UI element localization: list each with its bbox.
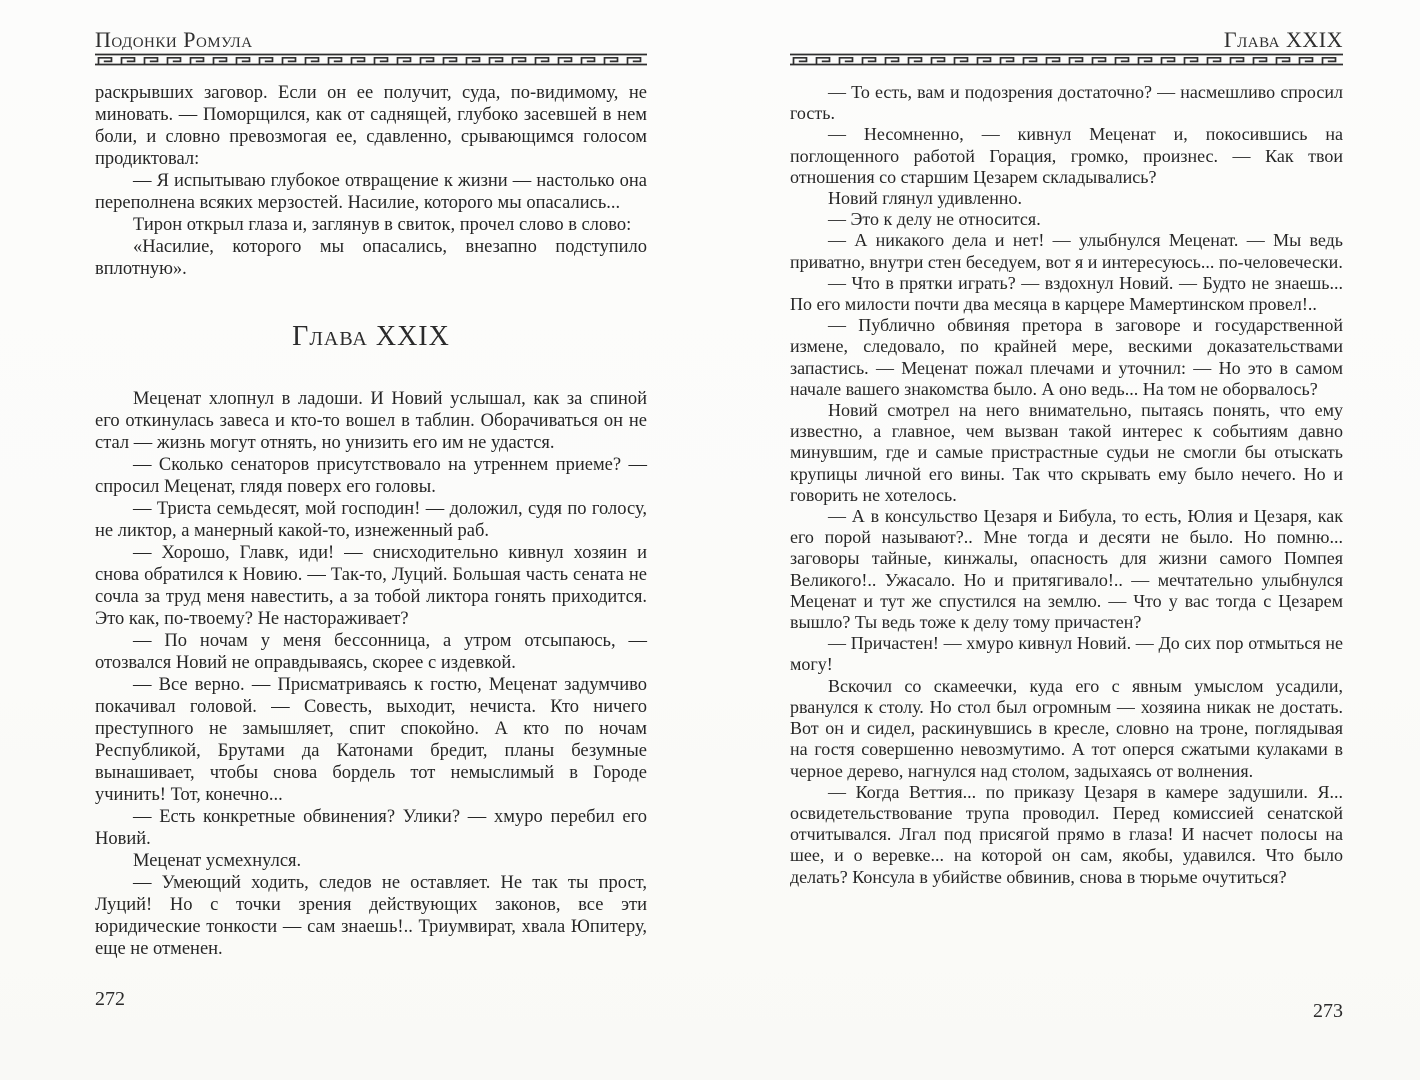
paragraph: Новий смотрел на него внимательно, пытаясь понять, что ему известно, а главное, чем вызван такой интерес к событиям давно минувшим, где и самые пристрастные судьи не смогли бы отыскать крупицы личной его вины. Так что скрывать ему было нечего. Но и говорить не хотелось.	[790, 400, 1343, 505]
paragraph: — Публично обвиняя претора в заговоре и государственной измене, следовало, по крайней мере, вескими доказательствами запастись. — Меценат пожал плечами и уточнил: — Но это в самом начале вашего знакомства было. А оно ведь... На том не оборвалось?	[790, 315, 1343, 399]
paragraph: «Насилие, которого мы опасались, внезапно подступило вплотную».	[95, 237, 647, 279]
paragraph: Вскочил со скамеечки, куда его с явным умыслом усадили, рванулся к столу. Но стол был огромным — хозяина никак не достать. Вот он и сидел, раскинувшись в кресле, словно на троне, поглядывая на гостя совершенно невозмутимо. А тот оперся сжатыми кулаками в черное дерево, нагнулся над столом, задыхаясь от волнения.	[790, 675, 1343, 781]
right-page-text	[790, 82, 1343, 888]
left-page-header	[95, 28, 647, 66]
paragraph: — То есть, вам и подозрения достаточно? — насмешливо спросил гость.	[790, 82, 1343, 124]
right-page	[790, 28, 1343, 1058]
paragraph: Меценат хлопнул в ладоши. И Новий услышал, как за спиной его откинулась завеса и кто-то вошел в таблин. Оборачиваться он не стал — жизнь могут отнять, но унизить его им не удастся.	[95, 389, 647, 453]
paragraph: — Причастен! — хмуро кивнул Новий. — До сих пор отмыться не могу!	[790, 633, 1343, 675]
paragraph: — Триста семьдесят, мой господин! — доложил, судя по голосу, не ликтор, а манерный какой-то, изнеженный раб.	[95, 499, 647, 541]
paragraph: — Умеющий ходить, следов не оставляет. Не так ты прост, Луций! Но с точки зрения действующих законов, все эти юридические тонкости — сам знаешь!.. Триумвират, хвала Юпитеру, еще не отменен.	[95, 873, 647, 959]
paragraph: — А в консульство Цезаря и Бибула, то есть, Юлия и Цезаря, как его порой называют?.. Мне тогда и десяти не было. Но помню... заговоры тайные, кинжалы, опасность для жизни самого Помпея Великого!.. Ужасало. Но и притягивало!.. — мечтательно улыбнулся Меценат и тут же спустился на землю. — Что у вас тогда с Цезарем вышло? Ты ведь тоже к делу тому причастен?	[790, 506, 1343, 633]
chapter-heading: Глава XXIX	[292, 321, 450, 352]
paragraph: — Несомненно, — кивнул Меценат и, покосившись на поглощенного работой Горация, громко, произнес. — Как твои отношения со старшим Цезарем складывались?	[790, 124, 1343, 187]
left-page-paragraphs-bottom	[95, 388, 647, 960]
greek-key-border-icon	[790, 53, 1343, 66]
right-page-paragraphs	[790, 82, 1343, 888]
paragraph: — Что в прятки играть? — вздохнул Новий. — Будто не знаешь... По его милости почти два месяца в карцере Мамертинском провел!..	[790, 272, 1343, 315]
paragraph: — Сколько сенаторов присутствовало на утреннем приеме? — спросил Меценат, глядя поверх его головы.	[95, 455, 647, 497]
paragraph: — По ночам у меня бессонница, а утром отсыпаюсь, — отозвался Новий не оправдываясь, скорее с издевкой.	[95, 631, 647, 673]
right-page-header	[790, 28, 1343, 66]
greek-key-ornament-left	[95, 53, 647, 66]
running-header-right: Глава XXIX	[1223, 27, 1343, 52]
paragraph: раскрывших заговор. Если он ее получит, суда, по-видимому, не миновать. — Поморщился, как от саднящей, глубоко засевшей в нем боли, и словно превозмогая ее, сдавленно, срывающимся голосом продиктовал:	[95, 83, 647, 169]
page-number-right: 273	[1313, 1000, 1343, 1022]
greek-key-ornament-right	[790, 53, 1343, 66]
paragraph: — Все верно. — Присматриваясь к гостю, Меценат задумчиво покачивал головой. — Совесть, выходит, нечиста. Кто ничего преступного не замышляет, спит спокойно. А кто по ночам Республикой, Брутами да Катонами бредит, планы безумные вынашивает, чтобы снова бордель тот немыслимый в Городе учинить! Тот, конечно...	[95, 675, 647, 805]
left-page-paragraphs-top	[95, 82, 647, 280]
paragraph: Новий глянул удивленно.	[828, 188, 1022, 209]
paragraph: — Когда Веттия... по приказу Цезаря в камере задушили. Я... освидетельствование трупа проводил. Перед комиссией сенатской отчитывался. Лгал под присягой прямо в глаза! И насчет полосы на шее, и о веревке... на которой он сам, якобы, удавился. Что было делать? Консула в убийстве обвинив, снова в тюрьме очутиться?	[790, 781, 1343, 887]
paragraph: — Есть конкретные обвинения? Улики? — хмуро перебил его Новий.	[95, 807, 647, 849]
paragraph: Тирон открыл глаза и, заглянув в свиток, прочел слово в слово:	[133, 215, 632, 235]
running-header-left: Подонки Ромула	[95, 27, 253, 52]
page-number-left: 272	[95, 988, 125, 1010]
paragraph: — А никакого дела и нет! — улыбнулся Меценат. — Мы ведь приватно, внутри стен беседуем, вот я и интересуюсь... по-человечески.	[790, 230, 1343, 272]
paragraph: — Это к делу не относится.	[828, 209, 1041, 230]
greek-key-border-icon	[95, 53, 647, 66]
left-page-text	[95, 82, 647, 960]
paragraph: Меценат усмехнулся.	[133, 851, 302, 871]
left-page	[95, 28, 647, 1058]
paragraph: — Хорошо, Главк, иди! — снисходительно кивнул хозяин и снова обратился к Новию. — Так-то, Луций. Большая часть сената не сочла за труд меня навестить, а за тобой ликтора гонять приходится. Это как, по-твоему? Не настораживает?	[95, 543, 647, 629]
paragraph: — Я испытываю глубокое отвращение к жизни — настолько она переполнена всяких мерзостей. Насилие, которого мы опасались...	[95, 171, 647, 213]
